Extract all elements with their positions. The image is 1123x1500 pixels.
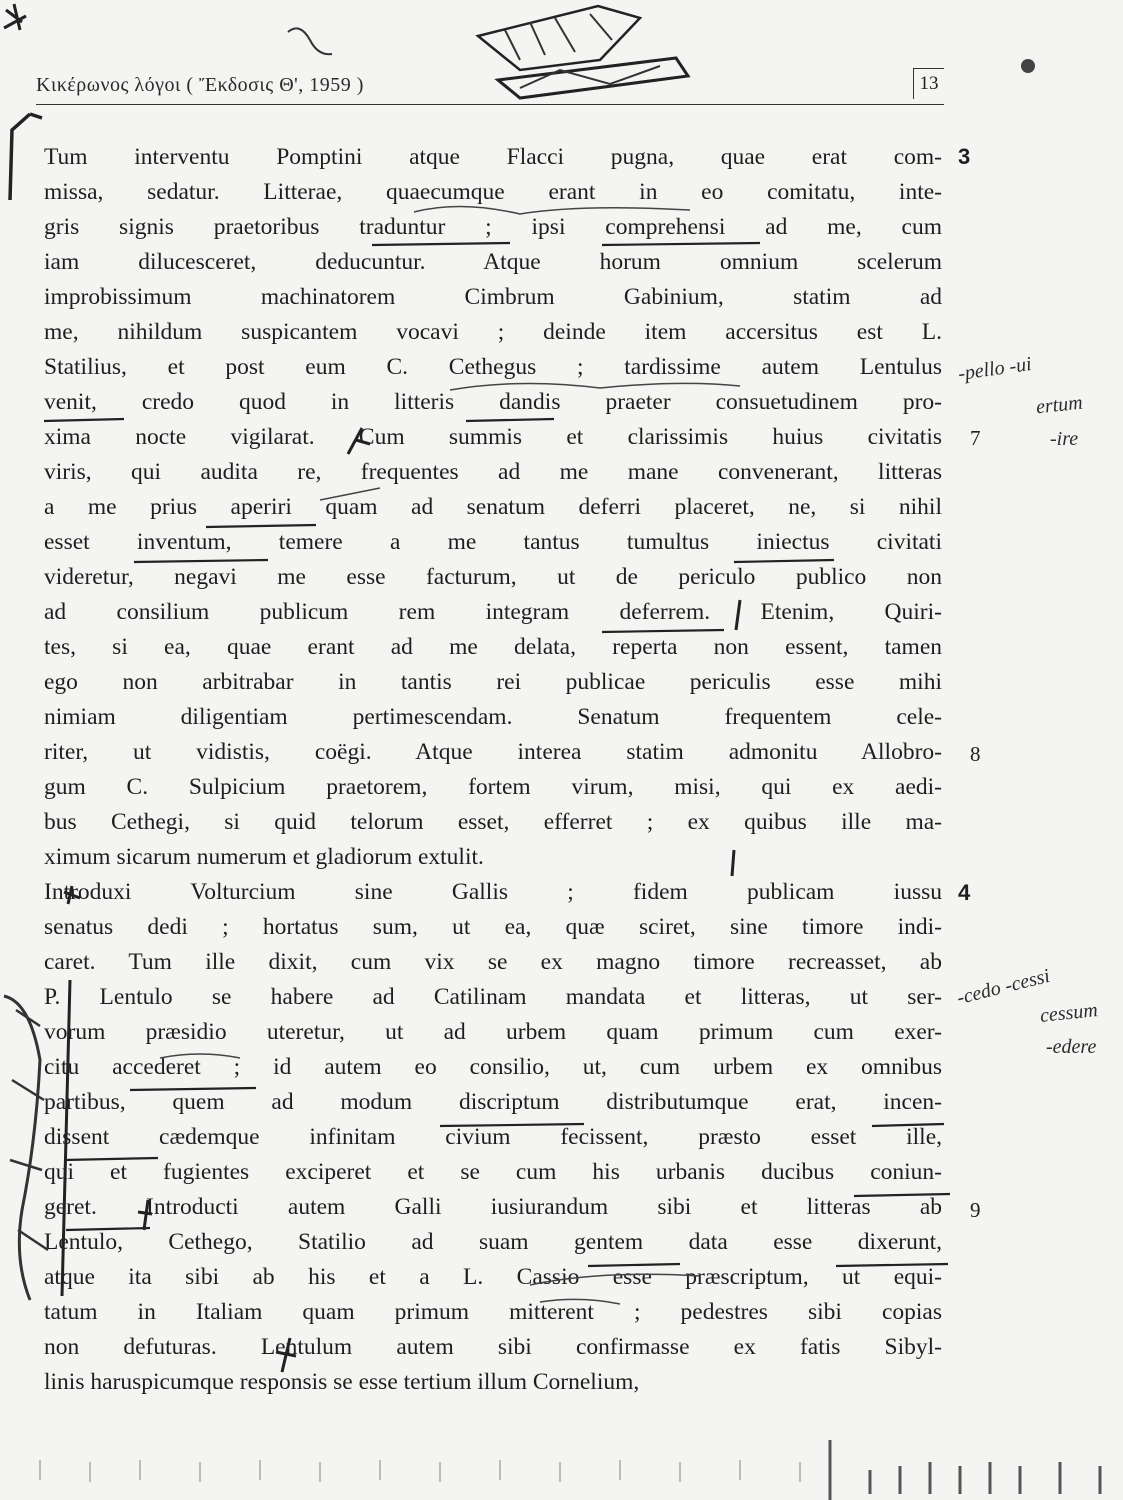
underline (854, 1194, 950, 1196)
text-line: partibus, quem ad modum discriptum distributumque erat, incen- (44, 1089, 942, 1115)
running-title: Κικέρωνος λόγοι ( Ἔκδοσις Θ', 1959 ) (36, 74, 364, 96)
underline (872, 1124, 944, 1126)
underline (44, 419, 124, 421)
paragraph-number: 9 (970, 1198, 981, 1222)
text-line: atque ita sibi ab his et a L. Cassio esse præscriptum, ut equi- (44, 1264, 942, 1290)
text-line: non defuturas. Lentulum autem sibi confirmasse ex fatis Sibyl- (44, 1334, 942, 1360)
text-line: improbissimum machinatorem Cimbrum Gabinium, statim ad (44, 284, 942, 310)
slash-mark (64, 886, 80, 904)
margin-scribble (4, 996, 40, 1300)
bleed-through-dark (830, 1440, 1100, 1500)
slash-mark (138, 1200, 152, 1230)
handwritten-note: -cedo -cessi (954, 964, 1053, 1010)
scribble-box (498, 58, 688, 98)
paragraph-number: 8 (970, 742, 981, 766)
text-line: ximum sicarum numerum et gladiorum extulit. (44, 844, 484, 870)
underline (588, 1264, 680, 1266)
text-line: linis haruspicumque responsis se esse tertium illum Cornelium, (44, 1369, 640, 1395)
underline (734, 560, 834, 562)
text-line: caret. Tum ille dixit, cum vix se ex magno timore recreasset, ab (44, 949, 942, 975)
text-line: missa, sedatur. Litterae, quaecumque erant in eo comitatu, inte- (44, 179, 942, 205)
interlinear-scribble (450, 383, 740, 390)
ink-blot (1021, 59, 1035, 73)
handwritten-note: ertum (1034, 391, 1084, 419)
interlinear-scribble (320, 488, 380, 500)
text-line: tatum in Italiam quam primum mitterent ; pedestres sibi copias (44, 1299, 942, 1325)
text-line: viris, qui audita re, frequentes ad me mane convenerant, litteras (44, 459, 942, 485)
underline (440, 1124, 584, 1126)
ink-blot (4, 4, 26, 30)
underline (66, 1228, 150, 1230)
slash-mark (736, 600, 740, 630)
underline (206, 525, 316, 527)
text-line: tes, si ea, quae erant ad me delata, reperta non essent, tamen (44, 634, 942, 660)
text-line: nimiam diligentiam pertimescendam. Senatum frequentem cele- (44, 704, 942, 730)
handwritten-note: -edere (1046, 1036, 1097, 1058)
interlinear-scribbles (160, 206, 740, 1304)
text-line: vorum præsidio uteretur, ut ad urbem quam primum cum exer- (44, 1019, 942, 1045)
text-line: Tum interventu Pomptini atque Flacci pugna, quae erat com- (44, 144, 942, 170)
slash-mark (276, 1338, 296, 1372)
margin-bracket (62, 980, 70, 1296)
underline (466, 419, 554, 421)
text-line: xima nocte vigilarat. Cum summis et clarissimis huius civitatis (44, 424, 942, 450)
text-line: Statilius, et post eum C. Cethegus ; tardissime autem Lentulus (44, 354, 942, 380)
handwritten-note: -ire (1050, 428, 1079, 450)
scribble-box (478, 6, 640, 70)
text-line: ad consilium publicum rem integram deferrem. Etenim, Quiri- (44, 599, 942, 625)
page-number: 13 (913, 68, 944, 99)
text-line: qui et fugientes exciperet et se cum his urbanis ducibus coniun- (44, 1159, 942, 1185)
underline (134, 560, 268, 562)
margin-bracket (10, 114, 42, 200)
text-line: dissent cædemque infinitam civium fecissent, præsto esset ille, (44, 1124, 942, 1150)
text-line: riter, ut vidistis, coëgi. Atque interea statim admonitu Allobro- (44, 739, 942, 765)
division-marks (64, 428, 740, 1372)
underline (372, 243, 510, 245)
text-line: a me prius aperiri quam ad senatum deferri placeret, ne, si nihil (44, 494, 942, 520)
underline (64, 1158, 158, 1160)
text-line: Introduxi Volturcium sine Gallis ; fidem publicam iussu (44, 879, 942, 905)
handwritten-note: cessum (1038, 999, 1099, 1027)
interlinear-scribble (160, 1054, 240, 1058)
margin-scribble (10, 1010, 48, 1250)
section-number: 3 (958, 144, 971, 169)
text-line: gum C. Sulpicium praetorem, fortem virum, misi, qui ex aedi- (44, 774, 942, 800)
section-number: 4 (958, 880, 971, 905)
underline (602, 630, 724, 632)
underline (836, 1264, 948, 1266)
text-line: citu accederet ; id autem eo consilio, ut, cum urbem ex omnibus (44, 1054, 942, 1080)
handwritten-note: -pello -ui (956, 352, 1033, 386)
text-line: esset inventum, temere a me tantus tumultus iniectus civitati (44, 529, 942, 555)
underline (602, 243, 760, 245)
interlinear-scribble (530, 1274, 700, 1285)
slash-mark (732, 850, 734, 876)
underline (130, 1088, 256, 1090)
bleed-mark (40, 1460, 800, 1482)
text-line: bus Cethegi, si quid telorum esset, efferret ; ex quibus ille ma- (44, 809, 942, 835)
bleed-mark (830, 1440, 1100, 1500)
interlinear-scribble (414, 206, 690, 214)
text-line: senatus dedi ; hortatus sum, ut ea, quæ sciret, sine timore indi- (44, 914, 942, 940)
text-line: ego non arbitrabar in tantis rei publicae periculis esse mihi (44, 669, 942, 695)
text-line: iam dilucesceret, deducuntur. Atque horum omnium scelerum (44, 249, 942, 275)
scribble (288, 28, 332, 54)
text-line: venit, credo quod in litteris dandis praeter consuetudinem pro- (44, 389, 942, 415)
text-line: videretur, negavi me esse facturum, ut de periculo publico non (44, 564, 942, 590)
text-line: me, nihildum suspicantem vocavi ; deinde item accersitus est L. (44, 319, 942, 345)
text-line: geret. Introducti autem Galli iusiurandum sibi et litteras ab (44, 1194, 942, 1220)
text-line: P. Lentulo se habere ad Catilinam mandata et litteras, ut ser- (44, 984, 942, 1010)
text-line: Lentulo, Cethego, Statilio ad suam gentem data esse dixerunt, (44, 1229, 942, 1255)
paragraph-number: 7 (970, 426, 981, 450)
slash-mark (348, 428, 370, 454)
interlinear-scribble (540, 1299, 620, 1304)
bleed-through (40, 1460, 800, 1482)
underline-marks (44, 243, 950, 1266)
text-line: gris signis praetoribus traduntur ; ipsi comprehensi ad me, cum (44, 214, 942, 240)
